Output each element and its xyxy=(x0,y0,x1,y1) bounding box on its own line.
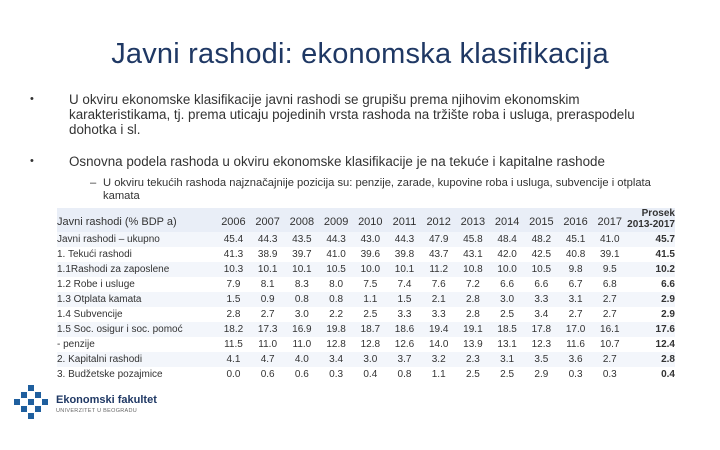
average-header xyxy=(627,208,675,232)
table-cell: 11.6 xyxy=(566,339,585,350)
dash-icon: – xyxy=(90,177,97,189)
table-cell: 8.0 xyxy=(329,279,344,290)
table-cell: 7.2 xyxy=(465,279,480,290)
table-cell: 1.1 xyxy=(431,369,446,380)
table-cell: 4.0 xyxy=(294,354,309,365)
average-cell: 10.2 xyxy=(655,264,675,275)
table-cell: 41.3 xyxy=(223,249,244,260)
table-cell: 44.3 xyxy=(257,234,278,245)
year-header: 2011 xyxy=(387,208,421,232)
table-cell: 0.9 xyxy=(260,294,275,305)
table-cell: 0.6 xyxy=(260,369,275,380)
table-cell: 10.1 xyxy=(292,264,312,275)
logo-subtitle: UNIVERZITET U BEOGRADU xyxy=(56,408,138,414)
table-cell: 8.3 xyxy=(294,279,309,290)
table-body xyxy=(57,232,675,382)
row-label: 1.2 Robe i usluge xyxy=(57,279,135,290)
table-cell: 45.1 xyxy=(565,234,586,245)
table-cell: 39.6 xyxy=(360,249,381,260)
table-cell: 18.5 xyxy=(497,324,517,335)
table-cell: 6.8 xyxy=(602,279,617,290)
average-header-line1: Prosek xyxy=(641,208,675,219)
table-cell: 2.7 xyxy=(602,309,617,320)
row-label: 1.3 Otplata kamata xyxy=(57,294,142,305)
table-cell: 2.7 xyxy=(568,309,583,320)
table-cell: 6.6 xyxy=(534,279,549,290)
average-cell: 12.4 xyxy=(655,339,675,350)
table-cell: 10.8 xyxy=(463,264,483,275)
row-label: 1.4 Subvencije xyxy=(57,309,123,320)
table-cell: 2.1 xyxy=(431,294,446,305)
table-cell: 7.5 xyxy=(363,279,378,290)
table-cell: 44.3 xyxy=(394,234,415,245)
table-cell: 13.9 xyxy=(463,339,483,350)
table-cell: 12.8 xyxy=(326,339,346,350)
table-header-label: Javni rashodi (% BDP a) xyxy=(57,208,216,232)
table-cell: 16.9 xyxy=(292,324,312,335)
table-cell: 11.5 xyxy=(224,339,243,350)
table-cell: 1.5 xyxy=(397,294,412,305)
year-header: 2015 xyxy=(524,208,558,232)
row-label: Javni rashodi – ukupno xyxy=(57,234,160,245)
table-cell: 17.3 xyxy=(257,324,278,335)
table-cell: 0.3 xyxy=(568,369,583,380)
table-cell: 45.8 xyxy=(463,234,483,245)
table-cell: 39.8 xyxy=(394,249,415,260)
table-cell: 2.5 xyxy=(500,369,515,380)
row-label: 3. Budžetske pozajmice xyxy=(57,369,163,380)
table-cell: 3.6 xyxy=(568,354,583,365)
table-cell: 42.0 xyxy=(497,249,517,260)
table-cell: 2.2 xyxy=(329,309,344,320)
table-cell: 0.3 xyxy=(602,369,617,380)
row-label: - penzije xyxy=(57,339,95,350)
table-cell: 2.5 xyxy=(363,309,378,320)
table-header-row xyxy=(57,208,675,232)
bullet-dot-icon: • xyxy=(30,93,34,105)
table-cell: 2.5 xyxy=(465,369,480,380)
logo-name: Ekonomski fakultet xyxy=(56,394,157,406)
year-header: 2008 xyxy=(285,208,319,232)
table-cell: 3.1 xyxy=(568,294,583,305)
table-cell: 6.6 xyxy=(500,279,515,290)
table-row xyxy=(57,277,675,292)
table-cell: 48.2 xyxy=(531,234,552,245)
table-cell: 2.5 xyxy=(500,309,515,320)
table-cell: 10.0 xyxy=(497,264,517,275)
year-header: 2017 xyxy=(593,208,627,232)
table-cell: 12.3 xyxy=(531,339,552,350)
average-cell: 0.4 xyxy=(661,369,675,380)
table-cell: 19.4 xyxy=(428,324,449,335)
table-cell: 10.0 xyxy=(360,264,381,275)
table-row xyxy=(57,352,675,367)
table-cell: 8.1 xyxy=(260,279,275,290)
table-cell: 10.7 xyxy=(600,339,620,350)
average-header-line2: 2013-2017 xyxy=(627,219,675,230)
table-row xyxy=(57,307,675,322)
table-cell: 48.4 xyxy=(497,234,517,245)
table-row xyxy=(57,367,675,382)
table-cell: 9.8 xyxy=(568,264,583,275)
average-cell: 2.8 xyxy=(661,354,675,365)
table-cell: 41.0 xyxy=(326,249,346,260)
table-cell: 3.0 xyxy=(363,354,378,365)
table-cell: 47.9 xyxy=(428,234,449,245)
table-cell: 2.3 xyxy=(465,354,480,365)
table-cell: 4.1 xyxy=(226,354,241,365)
year-header: 2013 xyxy=(456,208,490,232)
table-cell: 2.7 xyxy=(260,309,275,320)
table-cell: 1.5 xyxy=(226,294,241,305)
year-header: 2010 xyxy=(353,208,387,232)
table-cell: 3.1 xyxy=(500,354,515,365)
faculty-logo xyxy=(14,383,184,433)
average-cell: 41.5 xyxy=(655,249,675,260)
table-cell: 3.7 xyxy=(397,354,412,365)
table-cell: 3.3 xyxy=(431,309,446,320)
table-cell: 39.7 xyxy=(292,249,312,260)
average-cell: 45.7 xyxy=(655,234,675,245)
slide-title: Javni rashodi: ekonomska klasifikacija xyxy=(111,38,609,70)
table-cell: 11.0 xyxy=(292,339,312,350)
table-cell: 2.7 xyxy=(602,354,617,365)
table-cell: 19.8 xyxy=(326,324,346,335)
table-cell: 1.1 xyxy=(363,294,378,305)
table-cell: 4.7 xyxy=(260,354,275,365)
bullet-text: Osnovna podela rashoda u okviru ekonomske klasifikacije je na tekuće i kapitalne rashode xyxy=(69,154,605,169)
table-cell: 17.8 xyxy=(531,324,552,335)
table-cell: 2.7 xyxy=(602,294,617,305)
table-cell: 40.8 xyxy=(565,249,586,260)
year-header: 2006 xyxy=(216,208,250,232)
table-row xyxy=(57,247,675,262)
table-cell: 11.2 xyxy=(429,264,449,275)
table-cell: 6.7 xyxy=(568,279,583,290)
table-cell: 7.6 xyxy=(431,279,446,290)
table-cell: 3.5 xyxy=(534,354,549,365)
table-cell: 12.6 xyxy=(394,339,415,350)
year-header: 2007 xyxy=(251,208,285,232)
table-cell: 43.0 xyxy=(360,234,381,245)
table-cell: 2.8 xyxy=(465,309,480,320)
table-cell: 38.9 xyxy=(257,249,278,260)
table-row xyxy=(57,337,675,352)
table-cell: 17.0 xyxy=(565,324,586,335)
row-label: 1.5 Soc. osigur i soc. pomoć xyxy=(57,324,183,335)
table-cell: 0.8 xyxy=(329,294,344,305)
row-label: 2. Kapitalni rashodi xyxy=(57,354,143,365)
table-cell: 45.4 xyxy=(223,234,244,245)
table-cell: 10.1 xyxy=(257,264,278,275)
average-cell: 2.9 xyxy=(661,294,675,305)
table-cell: 3.4 xyxy=(329,354,344,365)
table-cell: 44.3 xyxy=(326,234,346,245)
bullet-item xyxy=(30,92,680,137)
sub-bullet-text: U okviru tekućih rashoda najznačajnije pozicija su: penzije, zarade, kupovine roba i usluga, subvencije i otplata kamata xyxy=(103,177,651,202)
table-cell: 2.8 xyxy=(465,294,480,305)
table-cell: 43.1 xyxy=(463,249,483,260)
table-cell: 3.4 xyxy=(534,309,549,320)
table-cell: 13.1 xyxy=(497,339,517,350)
row-label: 1. Tekući rashodi xyxy=(57,249,132,260)
table-cell: 10.1 xyxy=(394,264,415,275)
table-cell: 18.6 xyxy=(394,324,415,335)
table-cell: 10.5 xyxy=(326,264,346,275)
average-cell: 2.9 xyxy=(661,309,675,320)
table-cell: 0.6 xyxy=(294,369,309,380)
expenditure-table xyxy=(57,208,675,382)
table-cell: 3.0 xyxy=(294,309,309,320)
bullet-dot-icon: • xyxy=(30,155,34,167)
table-cell: 14.0 xyxy=(428,339,449,350)
table-cell: 0.0 xyxy=(226,369,241,380)
bullet-text: U okviru ekonomske klasifikacije javni rashodi se grupišu prema njihovim ekonomskim karakteristikama, tj. prema uticaju pojedinih vrsta rashoda na tržište roba i usluga, preraspodelu dohotka i sl. xyxy=(69,92,635,137)
table-cell: 43.7 xyxy=(428,249,449,260)
year-header: 2014 xyxy=(490,208,524,232)
table-row xyxy=(57,262,675,277)
expenditure-table-image xyxy=(57,208,675,390)
table-cell: 0.4 xyxy=(363,369,378,380)
table-cell: 7.4 xyxy=(397,279,412,290)
table-cell: 3.2 xyxy=(431,354,446,365)
average-cell: 17.6 xyxy=(655,324,675,335)
table-cell: 7.9 xyxy=(226,279,241,290)
table-row xyxy=(57,232,675,247)
year-header: 2016 xyxy=(558,208,592,232)
table-cell: 3.3 xyxy=(397,309,412,320)
table-cell: 9.5 xyxy=(602,264,617,275)
table-cell: 12.8 xyxy=(360,339,381,350)
table-cell: 10.3 xyxy=(223,264,244,275)
table-cell: 41.0 xyxy=(600,234,620,245)
bullet-item xyxy=(30,154,680,169)
logo-mark-icon xyxy=(14,383,50,423)
table-cell: 3.0 xyxy=(500,294,515,305)
year-header: 2009 xyxy=(319,208,353,232)
sub-bullet-item xyxy=(30,177,680,202)
table-cell: 43.5 xyxy=(292,234,312,245)
table-cell: 2.8 xyxy=(226,309,241,320)
table-cell: 10.5 xyxy=(531,264,552,275)
table-cell: 0.3 xyxy=(329,369,344,380)
table-cell: 2.9 xyxy=(534,369,549,380)
table-cell: 19.1 xyxy=(463,324,483,335)
average-cell: 6.6 xyxy=(661,279,675,290)
table-cell: 11.0 xyxy=(258,339,278,350)
table-cell: 16.1 xyxy=(600,324,620,335)
table-cell: 0.8 xyxy=(397,369,412,380)
table-cell: 0.8 xyxy=(294,294,309,305)
table-cell: 18.2 xyxy=(223,324,244,335)
table-cell: 42.5 xyxy=(531,249,552,260)
row-label: 1.1Rashodi za zaposlene xyxy=(57,264,170,275)
bullet-list xyxy=(30,92,680,202)
table-row xyxy=(57,292,675,307)
table-row xyxy=(57,322,675,337)
year-header: 2012 xyxy=(422,208,456,232)
table-cell: 3.3 xyxy=(534,294,549,305)
table-cell: 18.7 xyxy=(360,324,381,335)
table-cell: 39.1 xyxy=(600,249,620,260)
